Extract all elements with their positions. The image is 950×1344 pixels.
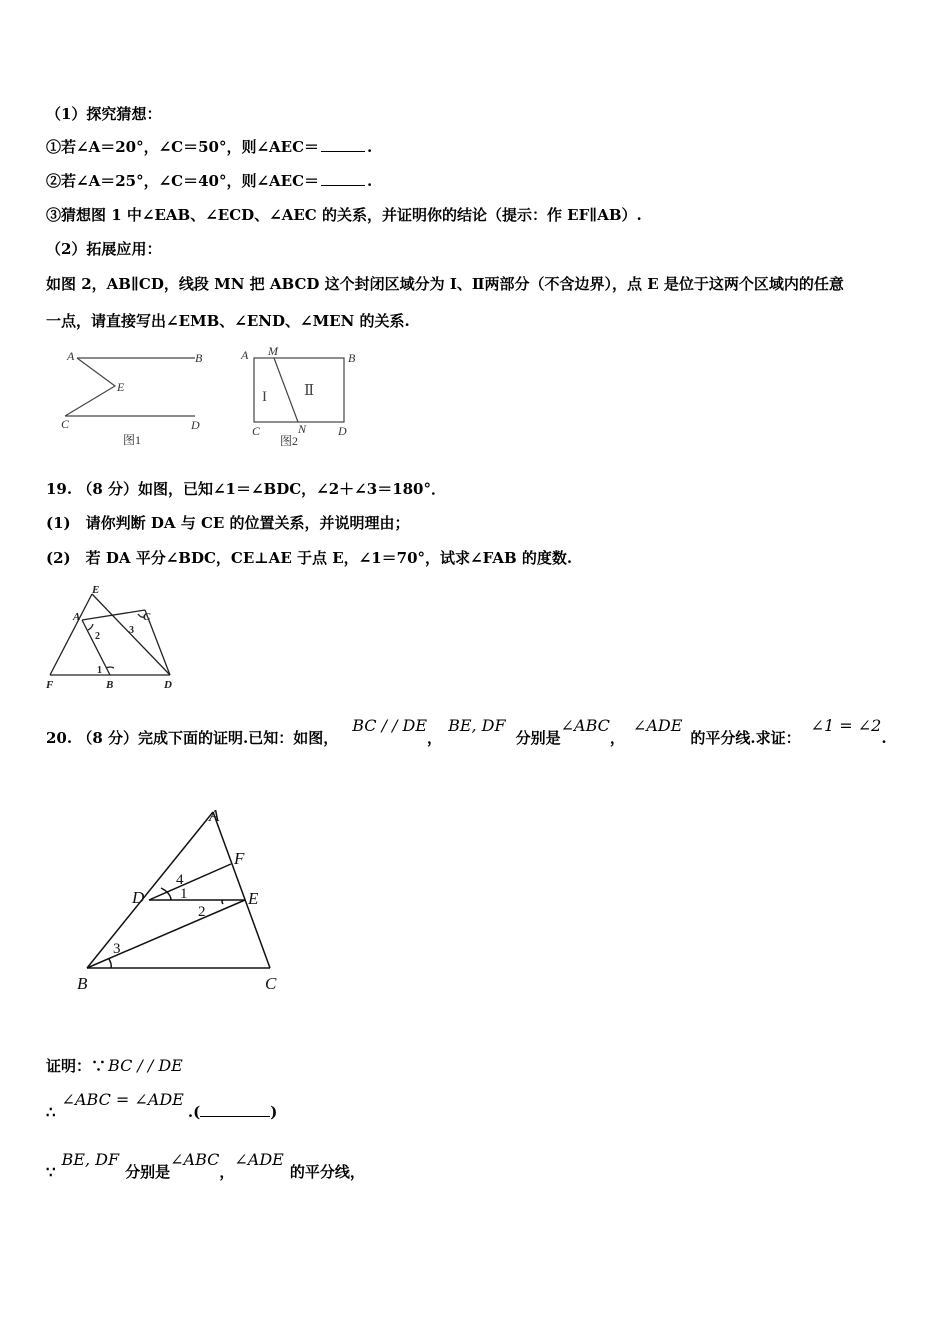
- q19-label-a: A: [73, 611, 81, 623]
- q19-line-fe: [50, 594, 92, 675]
- proof-l3-math-ade: ∠ADE: [234, 1150, 284, 1169]
- proof-l1-text: 证明：∵: [46, 1057, 107, 1075]
- fig2-region-2: Ⅱ: [304, 383, 315, 399]
- question-2-text: ②若∠A＝25°，∠C＝40°，则∠AEC＝: [46, 172, 320, 190]
- q19-label-f: F: [46, 679, 54, 691]
- part2-heading: （2）拓展应用：: [46, 240, 162, 258]
- fig1-label-c: C: [61, 417, 70, 431]
- fig2-label-n: N: [298, 422, 307, 436]
- fig1-label-e: E: [117, 380, 125, 394]
- q19-line-ab: [82, 620, 110, 675]
- proof-l3-math-abc: ∠ABC: [170, 1150, 220, 1169]
- fig1-caption: 图1: [123, 433, 142, 447]
- q20-statement: [46, 716, 887, 748]
- figure-1: [55, 348, 215, 448]
- proof-l3-fenbie: 分别是: [125, 1163, 171, 1181]
- q20-angle-3-label: 3: [113, 941, 121, 957]
- q20-math-bc-parallel-de: BC / / DE: [352, 716, 428, 735]
- answer-blank-2[interactable]: [321, 171, 365, 186]
- q19-title: 19. （8 分）如图，已知∠1＝∠BDC，∠2＋∠3＝180°．: [46, 480, 446, 498]
- question-3-text: ③猜想图 1 中∠EAB、∠ECD、∠AEC 的关系，并证明你的结论（提示：作 EF∥AB）.: [46, 206, 642, 224]
- q19-angle-2-label: 2: [95, 631, 100, 642]
- proof-l2-open: .(: [187, 1103, 201, 1121]
- fig2-rectangle: [254, 358, 344, 422]
- q19-angle-1-arc: [106, 667, 114, 668]
- answer-blank-1[interactable]: [321, 137, 365, 152]
- q20-angle-1-label: 1: [180, 886, 188, 902]
- question-2-end: .: [367, 172, 373, 190]
- fig2-label-m: M: [268, 344, 278, 358]
- proof-l3-math-be-df: BE, DF: [61, 1150, 120, 1169]
- fig1-label-b: B: [195, 351, 203, 365]
- proof-l3-bisector: 的平分线，: [289, 1163, 365, 1181]
- q20-text-fenbie: 分别是: [515, 729, 561, 747]
- q20-label-f: F: [234, 849, 245, 868]
- proof-l2-math: ∠ABC = ∠ADE: [61, 1090, 184, 1109]
- q19-label-c: C: [143, 611, 151, 623]
- fig2-caption: 图2: [280, 434, 299, 448]
- q19-label-b: B: [106, 679, 114, 691]
- q20-angle-2-arc: [222, 900, 223, 904]
- figure-2: [238, 344, 368, 450]
- part2-text-line1: 如图 2，AB∥CD，线段 MN 把 ABCD 这个封闭区域分为 I、Ⅱ两部分（不含边界），点 E 是位于这两个区域内的任意: [46, 275, 844, 293]
- q20-period: .: [881, 729, 887, 747]
- q19-sub2: (2) 若 DA 平分∠BDC，CE⊥AE 于点 E，∠1＝70°，试求∠FAB 的度数.: [46, 549, 573, 567]
- q20-line-ac: [213, 812, 270, 968]
- q20-line-be: [87, 900, 245, 968]
- proof-line-1: [46, 1056, 183, 1076]
- q20-math-angle1-eq-angle2: ∠1 = ∠2: [810, 716, 882, 735]
- q20-math-be-df: BE, DF: [448, 716, 506, 735]
- proof-l1-math: BC / / DE: [108, 1056, 183, 1075]
- q20-line-ab: [87, 812, 213, 968]
- q20-label-e: E: [248, 889, 259, 908]
- proof-line-3: [46, 1150, 365, 1182]
- q19-angle-2-arc: [88, 624, 93, 630]
- proof-l2-close: ): [270, 1103, 278, 1121]
- part2-text-line2: 一点，请直接写出∠EMB、∠END、∠MEN 的关系.: [46, 312, 410, 330]
- q20-angle-4-label: 4: [176, 872, 184, 888]
- q20-comma-1: ，: [427, 729, 443, 747]
- fig2-label-a: A: [241, 348, 249, 362]
- fig1-label-d: D: [191, 418, 200, 432]
- fig1-line-aec: [65, 358, 115, 416]
- q20-label-c: C: [265, 974, 277, 993]
- fig1-label-a: A: [67, 349, 75, 363]
- question-1-line: [46, 137, 372, 157]
- q19-line-ac: [82, 610, 145, 620]
- fig2-label-b: B: [348, 351, 356, 365]
- q19-angle-1-label: 1: [97, 665, 102, 676]
- proof-reason-blank[interactable]: [200, 1102, 270, 1117]
- q19-angle-3-label: 3: [129, 625, 134, 636]
- q20-text-bisector: 的平分线.求证：: [690, 729, 801, 747]
- q19-figure: [40, 582, 190, 692]
- q20-angle-3-arc: [109, 959, 111, 968]
- q20-figure: [75, 800, 295, 1000]
- q19-sub1: (1) 请你判断 DA 与 CE 的位置关系，并说明理由；: [46, 514, 410, 532]
- q20-math-ade: ∠ADE: [632, 716, 683, 735]
- q20-angle-2-label: 2: [198, 904, 206, 920]
- q20-label-d: D: [132, 888, 145, 907]
- q20-math-abc: ∠ABC: [560, 716, 610, 735]
- q20-line-df: [149, 864, 231, 900]
- question-1-end: .: [367, 138, 373, 156]
- q20-angle-4-arc: [161, 888, 167, 892]
- q20-angle-1-arc: [167, 892, 171, 900]
- fig2-label-c: C: [252, 424, 261, 438]
- question-1-text: ①若∠A＝20°，∠C＝50°，则∠AEC＝: [46, 138, 320, 156]
- proof-line-2: [46, 1090, 278, 1122]
- proof-because-icon: ∵: [46, 1163, 56, 1181]
- proof-therefore-icon: ∴: [46, 1103, 56, 1121]
- part1-heading: （1）探究猜想：: [46, 105, 162, 123]
- proof-l3-comma: ，: [219, 1163, 235, 1181]
- fig2-segment-mn: [274, 358, 298, 422]
- q19-label-d: D: [164, 679, 172, 691]
- fig2-label-d: D: [338, 424, 347, 438]
- q19-label-e: E: [92, 584, 100, 596]
- q20-label-b: B: [77, 974, 88, 993]
- fig2-region-1: I: [262, 389, 267, 405]
- q20-label-a: A: [209, 806, 220, 825]
- q20-prefix: 20. （8 分）完成下面的证明.已知：如图，: [46, 729, 339, 747]
- question-2-line: [46, 171, 372, 191]
- q20-comma-2: ，: [609, 729, 625, 747]
